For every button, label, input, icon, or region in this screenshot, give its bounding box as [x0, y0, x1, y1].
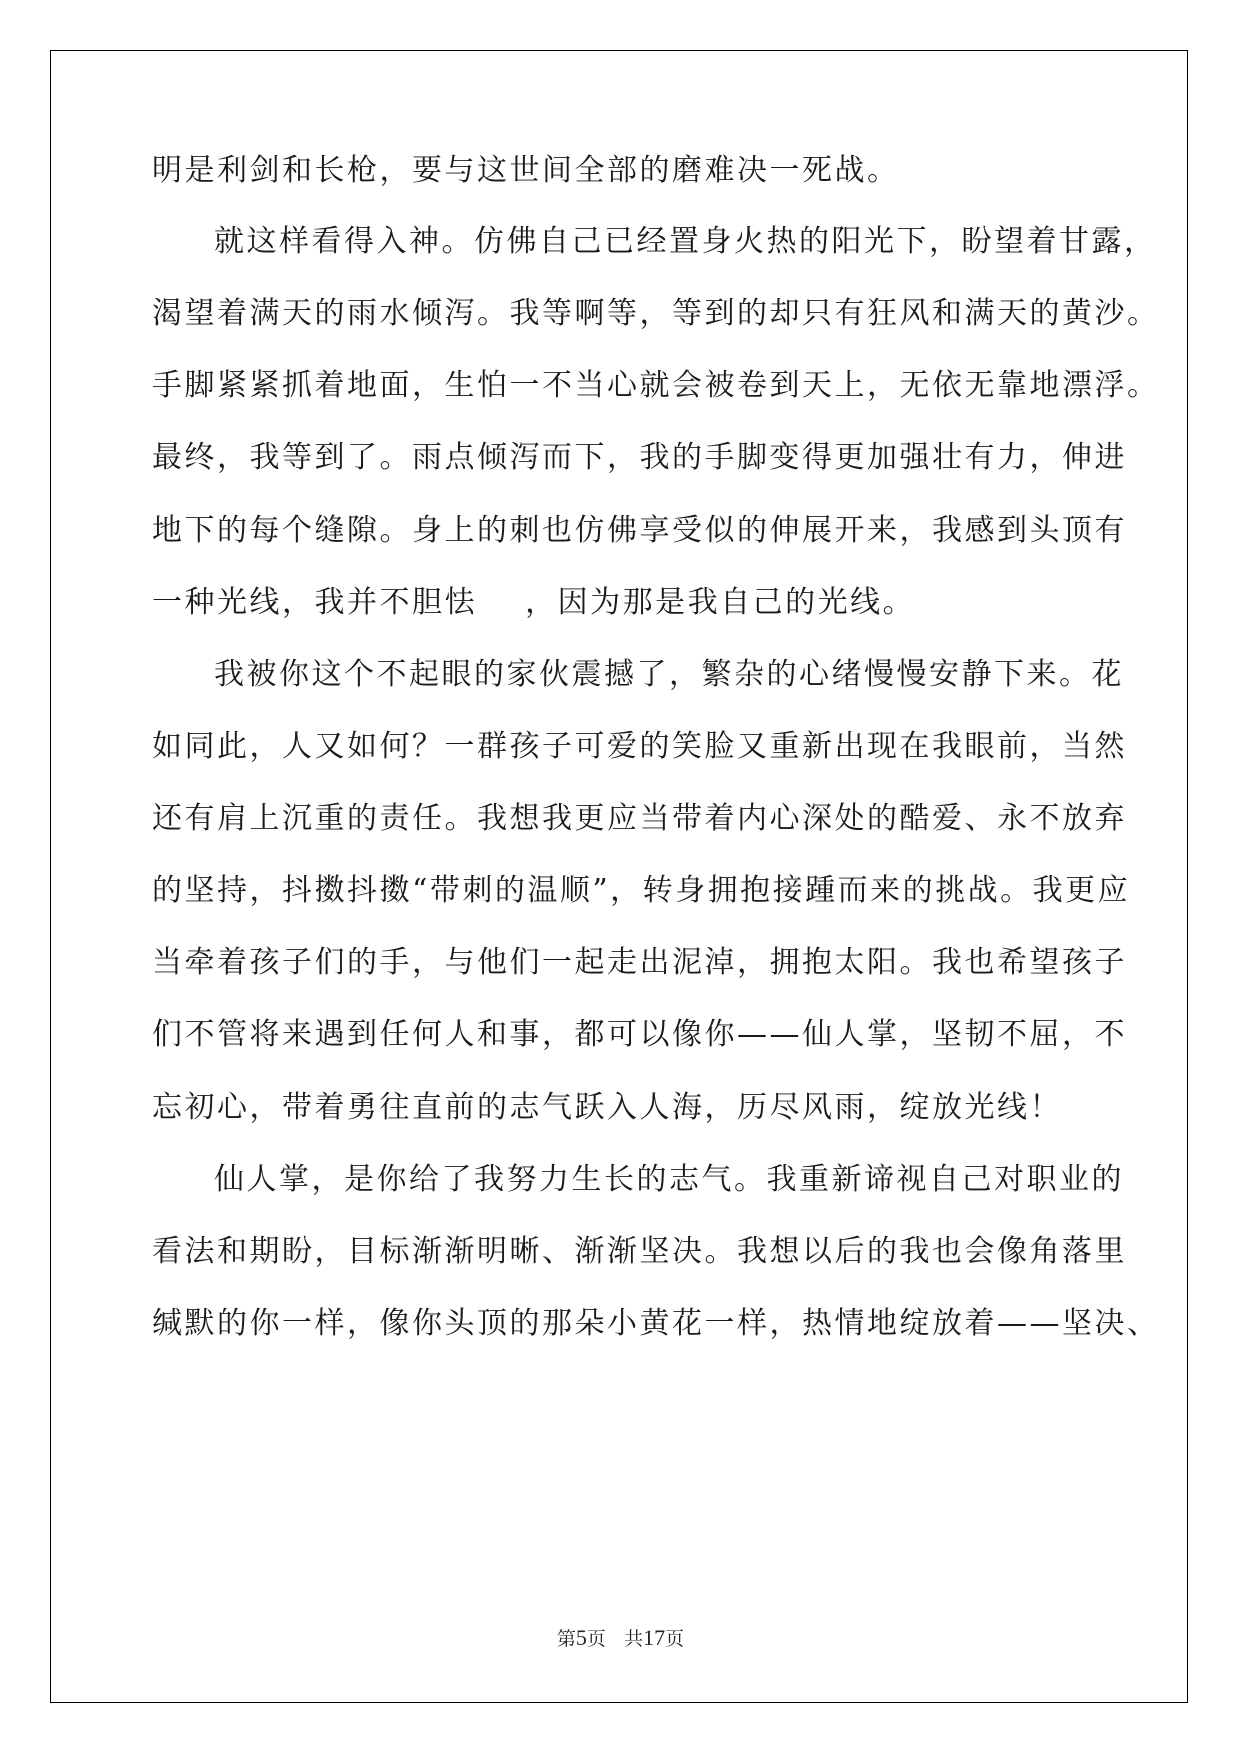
text-line: 地下的每个缝隙。身上的刺也仿佛享受似的伸展开来，我感到头顶有	[152, 513, 1127, 548]
text-line: 仙人掌，是你给了我努力生长的志气。我重新谛视自己对职业的	[214, 1162, 1124, 1197]
total-pages: 17	[643, 1625, 666, 1650]
text-line: 渴望着满天的雨水倾泻。我等啊等，等到的却只有狂风和满天的黄沙。	[152, 296, 1160, 331]
text-line: 一种光线，我并不胆怯 ，因为那是我自己的光线。	[152, 585, 916, 620]
text-line: 忘初心，带着勇往直前的志气跃入人海，历尽风雨，绽放光线！	[152, 1090, 1062, 1125]
text-line: 就这样看得入神。仿佛自己已经置身火热的阳光下，盼望着甘露，	[214, 224, 1157, 259]
text-line: 明是利剑和长枪，要与这世间全部的磨难决一死战。	[152, 153, 900, 188]
text-line: 最终，我等到了。雨点倾泻而下，我的手脚变得更加强壮有力，伸进	[152, 440, 1127, 475]
page-number: 5	[575, 1625, 587, 1650]
text-line: 我被你这个不起眼的家伙震撼了，繁杂的心绪慢慢安静下来。花	[214, 657, 1124, 692]
page-footer	[0, 1624, 1241, 1651]
total-label-prefix: 共	[624, 1628, 644, 1650]
total-label-suffix: 页	[665, 1628, 685, 1650]
page-label-prefix: 第	[556, 1628, 576, 1650]
page-label-suffix: 页	[586, 1628, 606, 1650]
text-line: 手脚紧紧抓着地面，生怕一不当心就会被卷到天上，无依无靠地漂浮。	[152, 368, 1160, 403]
text-line: 缄默的你一样，像你头顶的那朵小黄花一样，热情地绽放着——坚决、	[152, 1306, 1160, 1341]
text-line: 的坚持，抖擞抖擞“带刺的温顺”，转身拥抱接踵而来的挑战。我更应	[152, 873, 1131, 908]
text-line: 如同此，人又如何？一群孩子可爱的笑脸又重新出现在我眼前，当然	[152, 729, 1127, 764]
text-line: 还有肩上沉重的责任。我想我更应当带着内心深处的酷爱、永不放弃	[152, 801, 1127, 836]
text-line: 们不管将来遇到任何人和事，都可以像你——仙人掌，坚韧不屈，不	[152, 1017, 1127, 1052]
text-line: 当牵着孩子们的手，与他们一起走出泥淖，拥抱太阳。我也希望孩子	[152, 945, 1127, 980]
text-line: 看法和期盼，目标渐渐明晰、渐渐坚决。我想以后的我也会像角落里	[152, 1234, 1127, 1269]
